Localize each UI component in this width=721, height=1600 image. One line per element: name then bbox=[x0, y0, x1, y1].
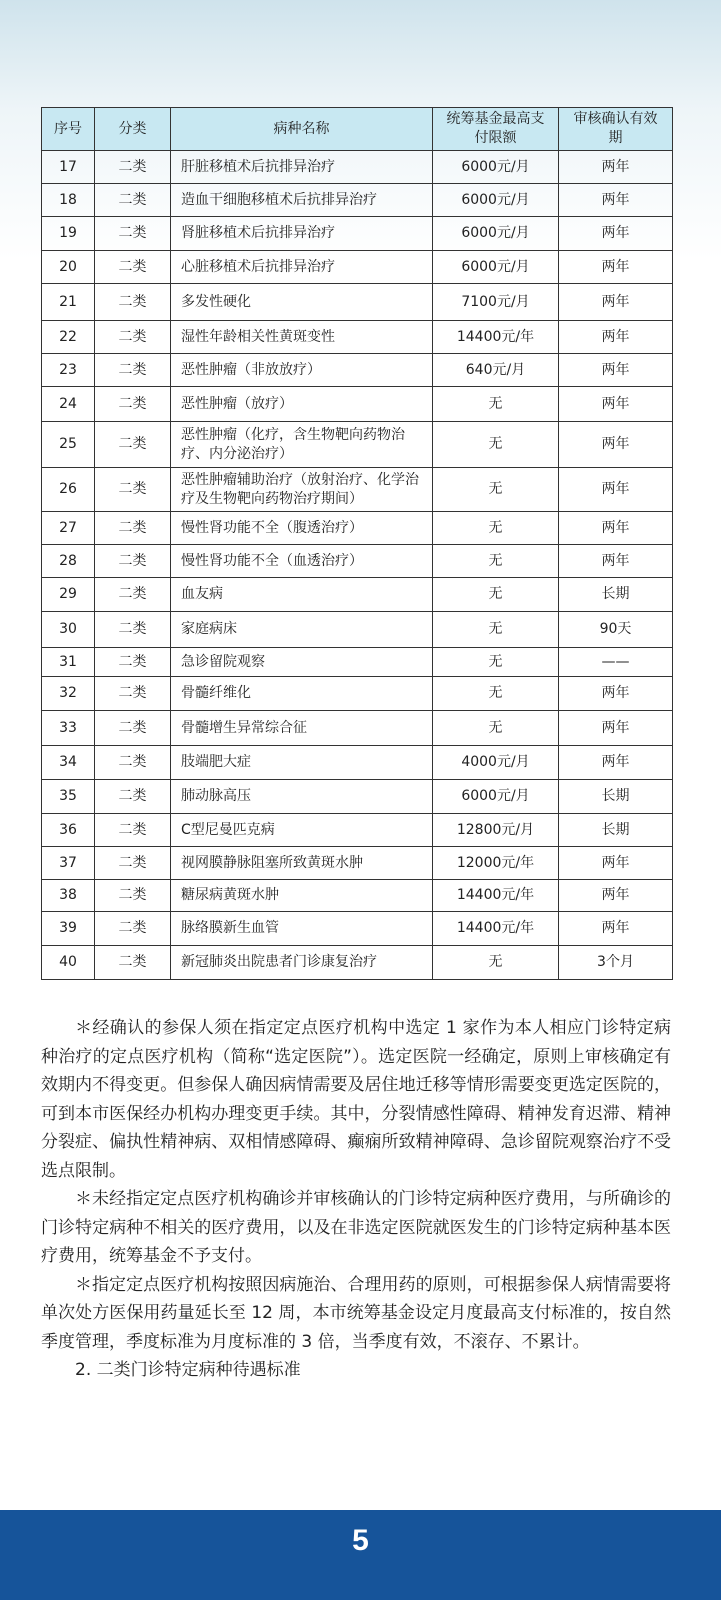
cell-category: 二类 bbox=[95, 512, 171, 545]
cell-seq: 25 bbox=[42, 422, 95, 468]
cell-seq: 32 bbox=[42, 677, 95, 711]
table-row bbox=[42, 711, 673, 746]
table-row bbox=[42, 468, 673, 512]
cell-seq: 27 bbox=[42, 512, 95, 545]
cell-category: 二类 bbox=[95, 251, 171, 284]
cell-payment-limit: 无 bbox=[433, 648, 559, 677]
cell-seq: 26 bbox=[42, 468, 95, 512]
cell-seq: 23 bbox=[42, 354, 95, 387]
cell-category: 二类 bbox=[95, 880, 171, 912]
cell-payment-limit: 无 bbox=[433, 612, 559, 648]
cell-category: 二类 bbox=[95, 912, 171, 946]
cell-category: 二类 bbox=[95, 321, 171, 354]
cell-seq: 34 bbox=[42, 746, 95, 780]
table-row bbox=[42, 880, 673, 912]
cell-seq: 35 bbox=[42, 780, 95, 814]
cell-category: 二类 bbox=[95, 711, 171, 746]
cell-validity: 两年 bbox=[559, 217, 673, 251]
cell-payment-limit: 14400元/年 bbox=[433, 880, 559, 912]
cell-seq: 22 bbox=[42, 321, 95, 354]
cell-payment-limit: 无 bbox=[433, 512, 559, 545]
cell-validity: 两年 bbox=[559, 321, 673, 354]
cell-seq: 31 bbox=[42, 648, 95, 677]
cell-disease-name: 肺动脉高压 bbox=[171, 780, 433, 814]
note-paragraph: ＊未经指定定点医疗机构确诊并审核确认的门诊特定病种医疗费用，与所确诊的门诊特定病种不相关的医疗费用，以及在非选定医院就医发生的门诊特定病种基本医疗费用，统筹基金不予支付。 bbox=[41, 1189, 671, 1266]
cell-validity: 两年 bbox=[559, 184, 673, 217]
notes-section bbox=[41, 1014, 671, 1385]
table-row bbox=[42, 512, 673, 545]
cell-payment-limit: 6000元/月 bbox=[433, 217, 559, 251]
cell-validity: 两年 bbox=[559, 880, 673, 912]
cell-payment-limit: 14400元/年 bbox=[433, 321, 559, 354]
table-row bbox=[42, 321, 673, 354]
cell-seq: 37 bbox=[42, 847, 95, 880]
cell-category: 二类 bbox=[95, 184, 171, 217]
cell-validity: 两年 bbox=[559, 677, 673, 711]
cell-payment-limit: 4000元/月 bbox=[433, 746, 559, 780]
cell-category: 二类 bbox=[95, 354, 171, 387]
cell-seq: 20 bbox=[42, 251, 95, 284]
cell-seq: 29 bbox=[42, 578, 95, 612]
cell-category: 二类 bbox=[95, 746, 171, 780]
cell-disease-name: 肾脏移植术后抗排异治疗 bbox=[171, 217, 433, 251]
header-disease-name: 病种名称 bbox=[171, 108, 433, 151]
cell-disease-name: C型尼曼匹克病 bbox=[171, 814, 433, 847]
cell-payment-limit: 14400元/年 bbox=[433, 912, 559, 946]
header-payment-limit: 统筹基金最高支付限额 bbox=[433, 108, 559, 151]
table-row bbox=[42, 354, 673, 387]
cell-payment-limit: 无 bbox=[433, 946, 559, 980]
cell-validity: 长期 bbox=[559, 780, 673, 814]
cell-seq: 24 bbox=[42, 387, 95, 422]
table-row bbox=[42, 578, 673, 612]
cell-validity: 长期 bbox=[559, 814, 673, 847]
cell-validity: 两年 bbox=[559, 512, 673, 545]
cell-validity: —— bbox=[559, 648, 673, 677]
header-seq: 序号 bbox=[42, 108, 95, 151]
cell-seq: 36 bbox=[42, 814, 95, 847]
footer-bar bbox=[0, 1510, 721, 1600]
table-row bbox=[42, 746, 673, 780]
cell-seq: 30 bbox=[42, 612, 95, 648]
cell-category: 二类 bbox=[95, 217, 171, 251]
cell-category: 二类 bbox=[95, 578, 171, 612]
header-category: 分类 bbox=[95, 108, 171, 151]
table-body bbox=[42, 151, 673, 980]
section-heading: 2. 二类门诊特定病种待遇标准 bbox=[75, 1360, 301, 1380]
cell-payment-limit: 640元/月 bbox=[433, 354, 559, 387]
table-row bbox=[42, 151, 673, 184]
cell-disease-name: 肝脏移植术后抗排异治疗 bbox=[171, 151, 433, 184]
cell-disease-name: 家庭病床 bbox=[171, 612, 433, 648]
cell-disease-name: 造血干细胞移植术后抗排异治疗 bbox=[171, 184, 433, 217]
table-row bbox=[42, 814, 673, 847]
cell-category: 二类 bbox=[95, 648, 171, 677]
table-row bbox=[42, 251, 673, 284]
page-number: 5 bbox=[352, 1524, 369, 1557]
cell-seq: 18 bbox=[42, 184, 95, 217]
table-header-row bbox=[42, 108, 673, 151]
cell-seq: 19 bbox=[42, 217, 95, 251]
cell-validity: 两年 bbox=[559, 284, 673, 321]
cell-seq: 28 bbox=[42, 545, 95, 578]
cell-validity: 两年 bbox=[559, 354, 673, 387]
table-row bbox=[42, 612, 673, 648]
cell-seq: 39 bbox=[42, 912, 95, 946]
cell-payment-limit: 6000元/月 bbox=[433, 184, 559, 217]
cell-payment-limit: 无 bbox=[433, 422, 559, 468]
cell-disease-name: 慢性肾功能不全（腹透治疗） bbox=[171, 512, 433, 545]
cell-disease-name: 恶性肿瘤（非放放疗） bbox=[171, 354, 433, 387]
cell-payment-limit: 6000元/月 bbox=[433, 251, 559, 284]
cell-category: 二类 bbox=[95, 284, 171, 321]
cell-validity: 两年 bbox=[559, 251, 673, 284]
cell-disease-name: 新冠肺炎出院患者门诊康复治疗 bbox=[171, 946, 433, 980]
cell-seq: 38 bbox=[42, 880, 95, 912]
cell-disease-name: 恶性肿瘤（化疗，含生物靶向药物治疗、内分泌治疗） bbox=[171, 422, 433, 468]
note-paragraph: ＊经确认的参保人须在指定定点医疗机构中选定 1 家作为本人相应门诊特定病种治疗的定点医疗机构（简称“选定医院”）。选定医院一经确定，原则上审核确定有效期内不得变更。但参保人确因病情需要及居住地迁移等情形需要变更选定医院的，可到本市医保经办机构办理变更手续。其中，分裂情感性障碍、精神发育迟滞、精神分裂症、偏执性精神病、双相情感障碍、癫痫所致精神障碍、急诊留院观察治疗不受选点限制。 bbox=[41, 1018, 671, 1181]
table-row bbox=[42, 184, 673, 217]
cell-category: 二类 bbox=[95, 468, 171, 512]
cell-validity: 90天 bbox=[559, 612, 673, 648]
cell-seq: 40 bbox=[42, 946, 95, 980]
cell-validity: 两年 bbox=[559, 151, 673, 184]
cell-disease-name: 湿性年龄相关性黄斑变性 bbox=[171, 321, 433, 354]
cell-category: 二类 bbox=[95, 151, 171, 184]
cell-category: 二类 bbox=[95, 847, 171, 880]
cell-category: 二类 bbox=[95, 677, 171, 711]
cell-payment-limit: 无 bbox=[433, 677, 559, 711]
cell-disease-name: 慢性肾功能不全（血透治疗） bbox=[171, 545, 433, 578]
cell-validity: 两年 bbox=[559, 545, 673, 578]
cell-validity: 两年 bbox=[559, 711, 673, 746]
disease-table bbox=[41, 107, 673, 980]
table-row bbox=[42, 677, 673, 711]
cell-disease-name: 糖尿病黄斑水肿 bbox=[171, 880, 433, 912]
table-row bbox=[42, 387, 673, 422]
cell-payment-limit: 12000元/年 bbox=[433, 847, 559, 880]
cell-validity: 两年 bbox=[559, 468, 673, 512]
cell-payment-limit: 7100元/月 bbox=[433, 284, 559, 321]
cell-validity: 两年 bbox=[559, 912, 673, 946]
cell-disease-name: 脉络膜新生血管 bbox=[171, 912, 433, 946]
cell-disease-name: 骨髓纤维化 bbox=[171, 677, 433, 711]
cell-disease-name: 肢端肥大症 bbox=[171, 746, 433, 780]
disease-table-container bbox=[41, 107, 672, 980]
table-row bbox=[42, 422, 673, 468]
table-row bbox=[42, 847, 673, 880]
cell-disease-name: 多发性硬化 bbox=[171, 284, 433, 321]
table-row bbox=[42, 217, 673, 251]
cell-category: 二类 bbox=[95, 612, 171, 648]
cell-disease-name: 骨髓增生异常综合征 bbox=[171, 711, 433, 746]
cell-disease-name: 恶性肿瘤辅助治疗（放射治疗、化学治疗及生物靶向药物治疗期间） bbox=[171, 468, 433, 512]
cell-payment-limit: 12800元/月 bbox=[433, 814, 559, 847]
cell-payment-limit: 无 bbox=[433, 468, 559, 512]
table-row bbox=[42, 912, 673, 946]
cell-category: 二类 bbox=[95, 545, 171, 578]
table-row bbox=[42, 284, 673, 321]
table-row bbox=[42, 946, 673, 980]
cell-disease-name: 心脏移植术后抗排异治疗 bbox=[171, 251, 433, 284]
cell-seq: 21 bbox=[42, 284, 95, 321]
cell-category: 二类 bbox=[95, 422, 171, 468]
cell-validity: 长期 bbox=[559, 578, 673, 612]
cell-category: 二类 bbox=[95, 387, 171, 422]
cell-validity: 3个月 bbox=[559, 946, 673, 980]
cell-validity: 两年 bbox=[559, 847, 673, 880]
cell-category: 二类 bbox=[95, 780, 171, 814]
header-validity: 审核确认有效期 bbox=[559, 108, 673, 151]
note-paragraph: ＊指定定点医疗机构按照因病施治、合理用药的原则，可根据参保人病情需要将单次处方医保用药量延长至 12 周，本市统筹基金设定月度最高支付标准的，按自然季度管理，季度标准为月度标准的 3 倍，当季度有效，不滚存、不累计。 bbox=[41, 1274, 671, 1352]
cell-category: 二类 bbox=[95, 814, 171, 847]
cell-validity: 两年 bbox=[559, 422, 673, 468]
table-row bbox=[42, 648, 673, 677]
cell-disease-name: 血友病 bbox=[171, 578, 433, 612]
table-row bbox=[42, 545, 673, 578]
cell-category: 二类 bbox=[95, 946, 171, 980]
cell-payment-limit: 6000元/月 bbox=[433, 151, 559, 184]
table-row bbox=[42, 780, 673, 814]
cell-validity: 两年 bbox=[559, 387, 673, 422]
cell-payment-limit: 6000元/月 bbox=[433, 780, 559, 814]
cell-disease-name: 视网膜静脉阻塞所致黄斑水肿 bbox=[171, 847, 433, 880]
cell-payment-limit: 无 bbox=[433, 578, 559, 612]
cell-disease-name: 急诊留院观察 bbox=[171, 648, 433, 677]
cell-payment-limit: 无 bbox=[433, 711, 559, 746]
cell-validity: 两年 bbox=[559, 746, 673, 780]
cell-seq: 17 bbox=[42, 151, 95, 184]
cell-disease-name: 恶性肿瘤（放疗） bbox=[171, 387, 433, 422]
cell-payment-limit: 无 bbox=[433, 387, 559, 422]
cell-payment-limit: 无 bbox=[433, 545, 559, 578]
cell-seq: 33 bbox=[42, 711, 95, 746]
